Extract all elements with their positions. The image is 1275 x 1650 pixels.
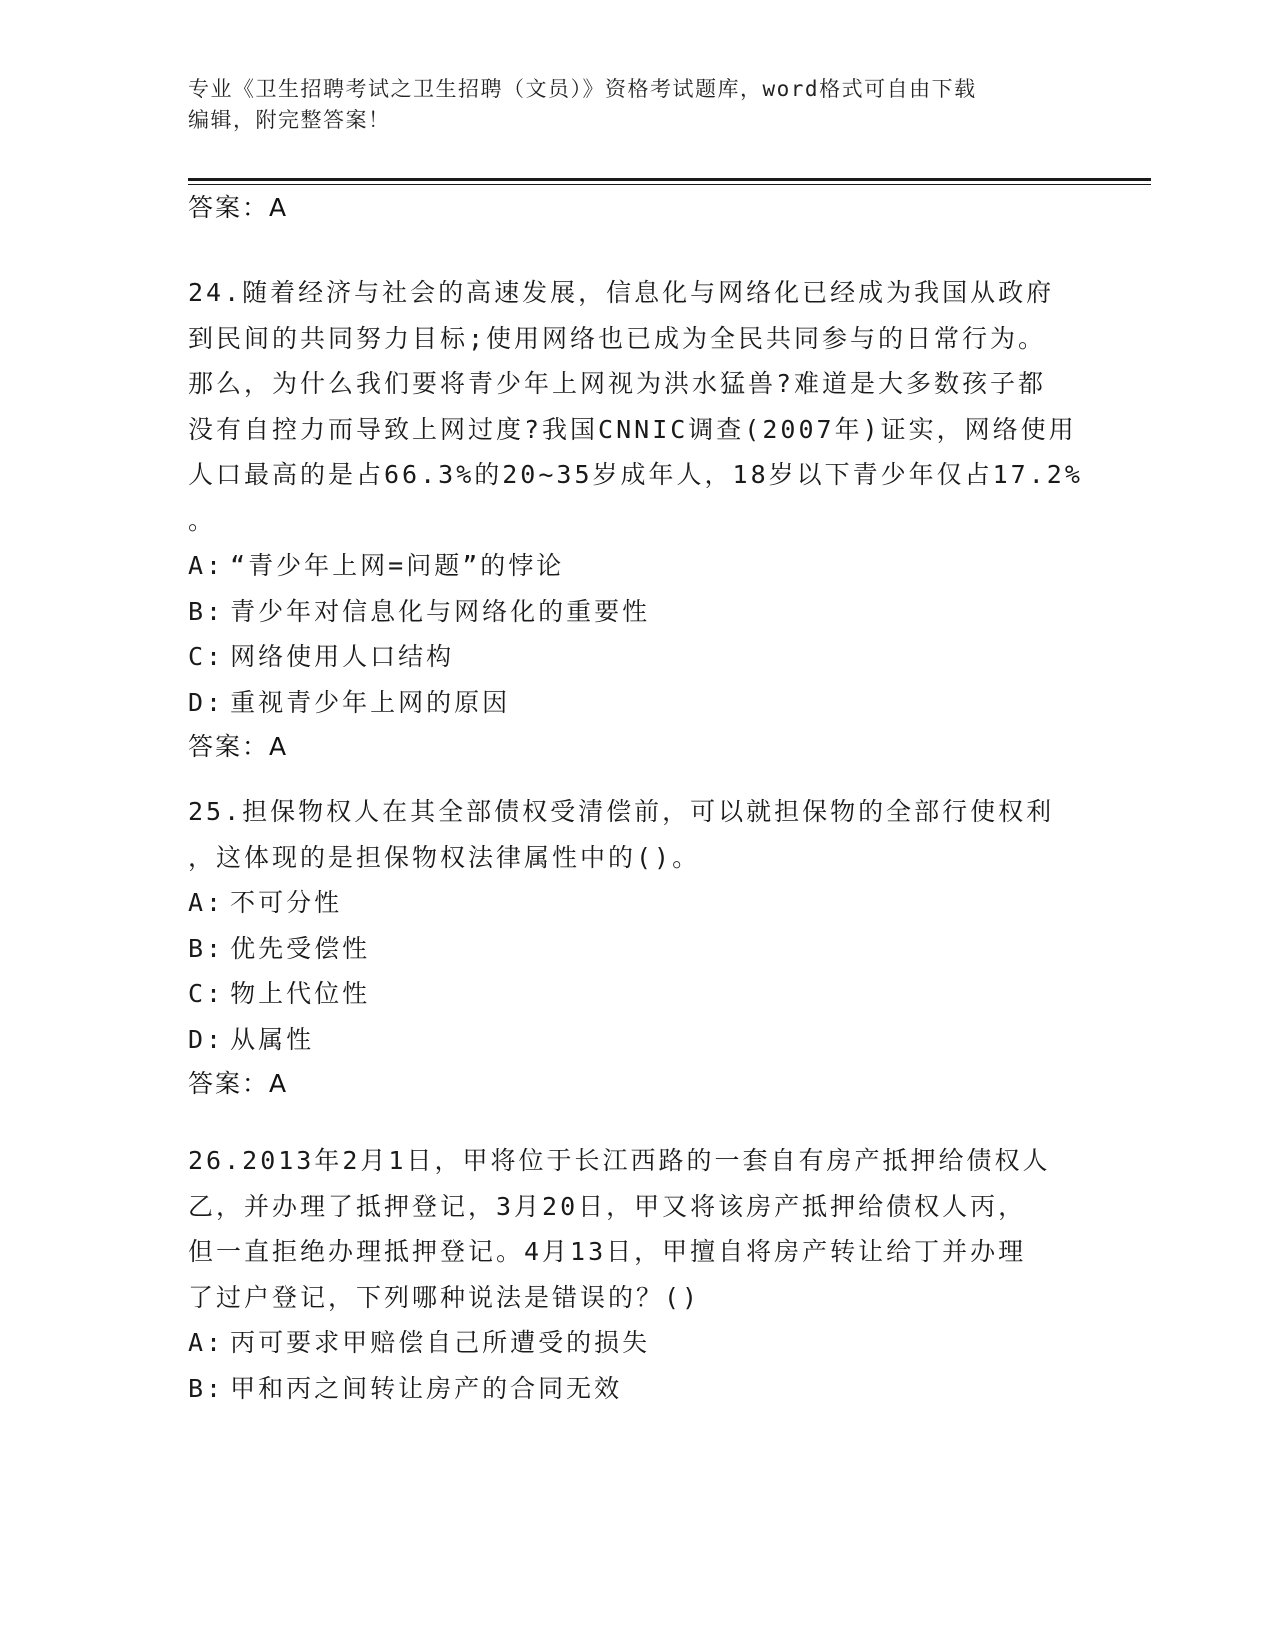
option-a [188,543,1088,589]
answer-line: 答案：A [188,732,289,761]
question-stem-line: 没有自控力而导致上网过度?我国CNNIC调查(2007年)证实，网络使用 [188,414,1077,444]
option-text: 不可分性 [230,888,343,917]
header-divider-thick [188,178,1151,181]
option-letter: B: [188,1373,225,1403]
question-stem-line: 了过户登记，下列哪种说法是错误的？() [188,1282,701,1312]
question-stem-line: 25.担保物权人在其全部债权受清偿前，可以就担保物的全部行使权利 [188,797,1055,826]
answer-block-23 [188,186,1088,230]
answer-line: 答案：A [188,1069,289,1098]
option-c [188,634,1088,680]
header-line-2: 编辑，附完整答案！ [188,108,391,132]
option-text: 优先受偿性 [230,933,371,963]
option-text: 重视青少年上网的原因 [230,687,511,717]
option-letter: A: [188,1328,225,1357]
question-25 [188,789,1088,1106]
option-text: “青少年上网=问题”的悖论 [230,551,565,580]
option-b [188,926,1088,972]
question-stem-line: 24.随着经济与社会的高速发展，信息化与网络化已经成为我国从政府 [188,278,1055,307]
option-a [188,880,1088,926]
option-letter: D: [188,1024,225,1054]
option-d [188,1017,1088,1063]
option-letter: A: [188,551,225,580]
question-stem-line: ，这体现的是担保物权法律属性中的()。 [188,842,701,872]
option-d [188,680,1088,726]
option-letter: B: [188,596,225,626]
option-b [188,589,1088,635]
option-text: 从属性 [230,1024,315,1054]
document-header [188,74,1068,136]
option-text: 青少年对信息化与网络化的重要性 [230,596,651,626]
option-letter: C: [188,642,225,671]
option-b [188,1366,1088,1412]
question-stem-line: 。 [188,505,217,535]
option-letter: B: [188,933,225,963]
option-c [188,971,1088,1017]
option-text: 丙可要求甲赔偿自己所遭受的损失 [230,1328,651,1357]
option-text: 网络使用人口结构 [230,642,455,671]
option-text: 物上代位性 [230,979,371,1008]
question-stem-line: 那么，为什么我们要将青少年上网视为洪水猛兽?难道是大多数孩子都 [188,369,1047,398]
option-letter: D: [188,687,225,717]
question-24 [188,270,1088,769]
question-stem-line: 乙，并办理了抵押登记，3月20日，甲又将该房产抵押给债权人丙， [188,1191,1027,1221]
option-text: 甲和丙之间转让房产的合同无效 [230,1373,623,1403]
option-letter: A: [188,888,225,917]
question-stem [188,1138,1088,1320]
question-26 [188,1138,1088,1411]
question-stem-line: 人口最高的是占66.3%的20~35岁成年人，18岁以下青少年仅占17.2% [188,460,1083,489]
question-stem-line: 到民间的共同努力目标;使用网络也已成为全民共同参与的日常行为。 [188,323,1047,353]
question-stem-line: 26.2013年2月1日，甲将位于长江西路的一套自有房产抵押给债权人 [188,1146,1051,1175]
header-divider-thin [188,184,1151,185]
answer-line: 答案：A [188,193,289,222]
option-letter: C: [188,979,225,1008]
question-stem [188,789,1088,880]
header-line-1: 专业《卫生招聘考试之卫生招聘（文员）》资格考试题库，word格式可自由下载 [188,77,977,101]
option-a [188,1320,1088,1366]
question-stem-line: 但一直拒绝办理抵押登记。4月13日，甲擅自将房产转让给丁并办理 [188,1237,1027,1266]
question-stem [188,270,1088,543]
